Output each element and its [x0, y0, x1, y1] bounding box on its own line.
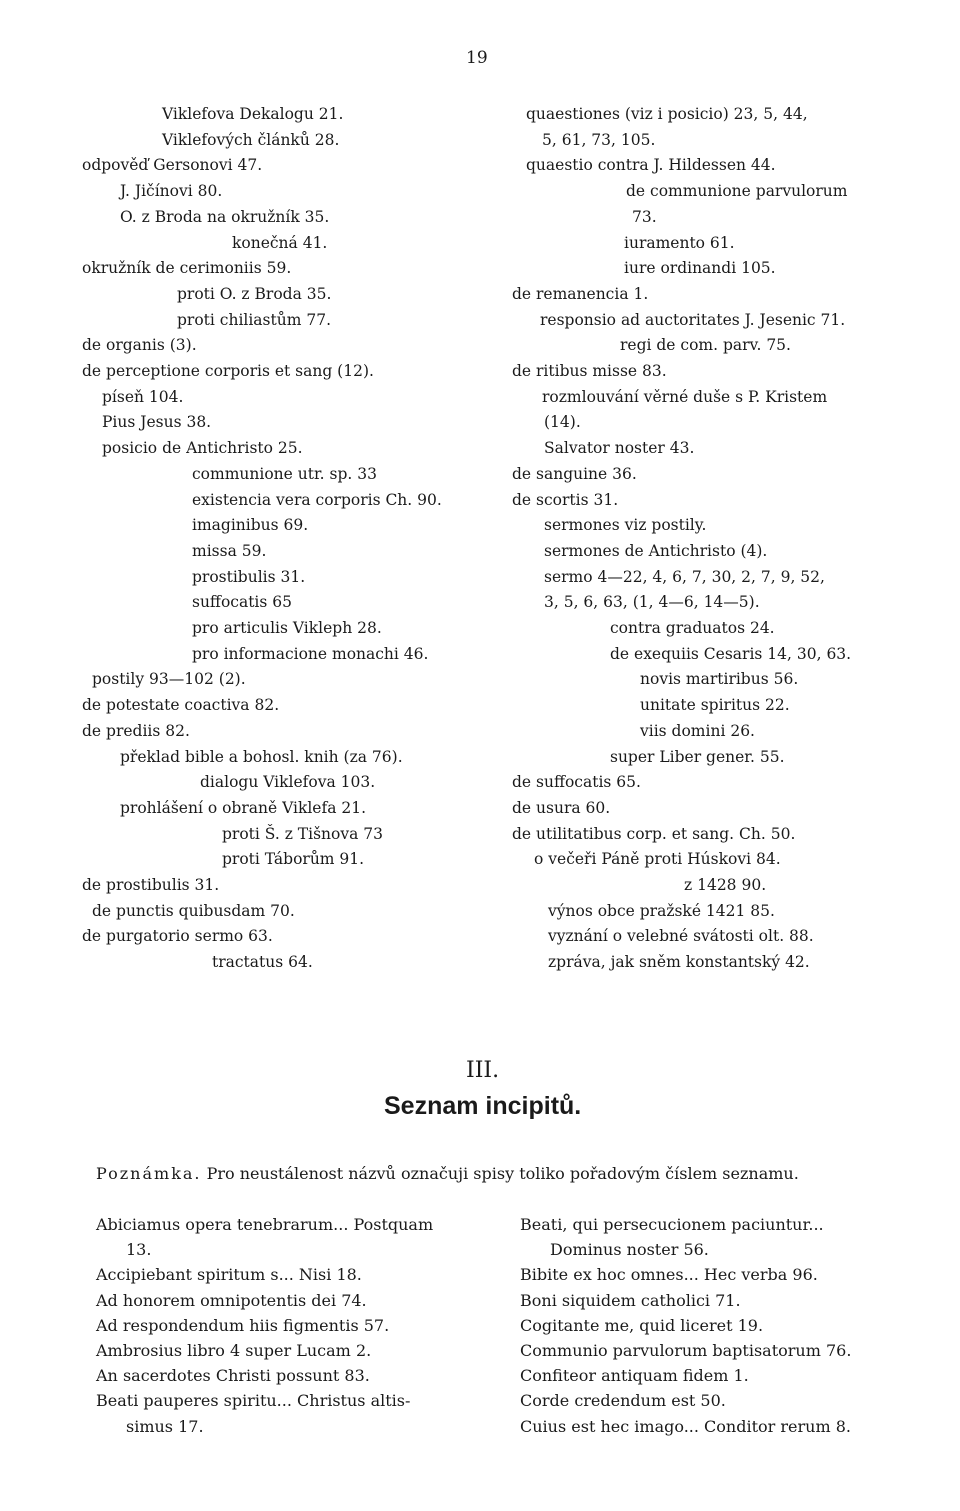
incipit-entry: Ad respondendum hiis figmentis 57.	[96, 1315, 390, 1335]
index-entry: de suffocatis 65.	[512, 773, 641, 792]
index-entry: de utilitatibus corp. et sang. Ch. 50.	[512, 824, 796, 843]
index-entry: dialogu Viklefova 103.	[200, 773, 376, 792]
index-entry: odpověď Gersonovi 47.	[82, 156, 263, 175]
incipit-entry: Bibite ex hoc omnes... Hec verba 96.	[520, 1265, 818, 1285]
index-entry: iuramento 61.	[624, 233, 735, 252]
index-entry: prostibulis 31.	[192, 567, 306, 586]
index-entry: de prostibulis 31.	[82, 876, 220, 894]
index-entry: výnos obce pražské 1421 85.	[548, 901, 775, 920]
incipit-entry: Cogitante me, quid liceret 19.	[520, 1315, 764, 1335]
incipit-entry: Cuius est hec imago... Conditor rerum 8.	[520, 1416, 851, 1436]
index-entry: rozmlouvání věrné duše s P. Kristem	[542, 387, 828, 406]
incipit-entry: Ad honorem omnipotentis dei 74.	[96, 1290, 367, 1310]
section-number: III.	[466, 1058, 500, 1083]
index-entry: suffocatis 65	[192, 593, 292, 612]
index-entry: de remanencia 1.	[512, 284, 649, 303]
index-entry: de sanguine 36.	[512, 464, 637, 483]
index-entry: novis martiribus 56.	[640, 670, 799, 689]
index-entry: vyznání o velebné svátosti olt. 88.	[548, 927, 814, 946]
index-entry: tractatus 64.	[212, 953, 313, 972]
index-entry: imaginibus 69.	[192, 516, 309, 535]
index-entry: proti chiliastům 77.	[177, 310, 331, 329]
index-entry: de exequiis Cesaris 14, 30, 63.	[610, 644, 852, 663]
note-text: Pro neustálenost názvů označuji spisy toliko pořadovým číslem seznamu.	[201, 1164, 799, 1183]
index-entry: J. Jičínovi 80.	[120, 182, 223, 201]
incipit-entry: Abiciamus opera tenebrarum... Postquam	[96, 1215, 434, 1234]
index-entry: pro articulis Vikleph 28.	[192, 619, 382, 637]
incipit-entry: Dominus noster 56.	[550, 1240, 709, 1260]
index-entry: super Liber gener. 55.	[610, 747, 785, 766]
index-entry: sermo 4—22, 4, 6, 7, 30, 2, 7, 9, 52,	[544, 567, 825, 586]
index-entry: sermones viz postily.	[544, 516, 707, 535]
index-entry: viis domini 26.	[640, 721, 755, 740]
index-entry: de punctis quibusdam 70.	[92, 901, 295, 920]
incipit-entry: An sacerdotes Christi possunt 83.	[96, 1366, 370, 1386]
index-entry: de communione parvulorum	[626, 182, 848, 201]
incipit-entry: Beati pauperes spiritu... Christus altis-	[96, 1391, 411, 1411]
index-entry: postily 93—102 (2).	[92, 670, 246, 689]
index-entry: quaestio contra J. Hildessen 44.	[526, 156, 776, 175]
index-entry: de scortis 31.	[512, 490, 619, 509]
index-entry: iure ordinandi 105.	[624, 259, 776, 278]
index-entry: 5, 61, 73, 105.	[542, 130, 656, 149]
index-entry: communione utr. sp. 33	[192, 464, 377, 483]
index-entry: de potestate coactiva 82.	[82, 696, 280, 715]
section-title: Seznam incipitů.	[384, 1092, 582, 1120]
incipit-entry: Ambrosius libro 4 super Lucam 2.	[96, 1341, 372, 1360]
index-entry: 3, 5, 6, 63, (1, 4—6, 14—5).	[544, 593, 760, 612]
page-number: 19	[466, 48, 488, 68]
index-entry: konečná 41.	[232, 233, 328, 252]
index-entry: zpráva, jak sněm konstantský 42.	[548, 953, 810, 972]
incipit-entry: Confiteor antiquam fidem 1.	[520, 1366, 749, 1386]
index-entry: 73.	[632, 207, 657, 226]
index-entry: pro informacione monachi 46.	[192, 644, 429, 663]
index-entry: existencia vera corporis Ch. 90.	[192, 490, 442, 509]
index-entry: missa 59.	[192, 541, 267, 560]
index-entry: de ritibus misse 83.	[512, 362, 667, 380]
index-entry: regi de com. parv. 75.	[620, 336, 791, 355]
index-entry: Pius Jesus 38.	[102, 413, 212, 432]
index-entry: o večeři Páně proti Húskovi 84.	[534, 850, 781, 869]
index-entry: Viklefových článků 28.	[162, 130, 340, 149]
index-entry: proti O. z Broda 35.	[177, 284, 332, 303]
incipit-entry: simus 17.	[126, 1416, 204, 1436]
index-entry: proti Š. z Tišnova 73	[222, 824, 384, 843]
index-entry: sermones de Antichristo (4).	[544, 541, 768, 560]
index-entry: unitate spiritus 22.	[640, 696, 790, 715]
index-entry: píseň 104.	[102, 387, 184, 406]
index-entry: posicio de Antichristo 25.	[102, 439, 303, 458]
incipit-entry: Corde credendum est 50.	[520, 1391, 726, 1411]
incipit-entry: Beati, qui persecucionem paciuntur...	[520, 1215, 824, 1234]
index-entry: O. z Broda na okružník 35.	[120, 207, 330, 226]
index-entry: de usura 60.	[512, 798, 611, 817]
index-entry: Viklefova Dekalogu 21.	[162, 105, 344, 123]
incipit-entry: Communio parvulorum baptisatorum 76.	[520, 1341, 852, 1360]
index-entry: okružník de cerimoniis 59.	[82, 259, 292, 278]
incipit-entry: 13.	[126, 1240, 152, 1260]
index-entry: de purgatorio sermo 63.	[82, 927, 273, 946]
index-entry: prohlášení o obraně Viklefa 21.	[120, 798, 367, 817]
index-entry: Salvator noster 43.	[544, 439, 695, 458]
index-entry: de prediis 82.	[82, 721, 190, 740]
index-entry: de organis (3).	[82, 336, 197, 355]
index-entry: překlad bible a bohosl. knih (za 76).	[120, 747, 403, 766]
index-entry: quaestiones (viz i posicio) 23, 5, 44,	[526, 105, 808, 123]
index-entry: proti Táborům 91.	[222, 850, 365, 869]
index-entry: de perceptione corporis et sang (12).	[82, 362, 374, 380]
index-entry: contra graduatos 24.	[610, 619, 775, 637]
index-entry: responsio ad auctoritates J. Jesenic 71.	[540, 310, 846, 329]
incipit-entry: Boni siquidem catholici 71.	[520, 1290, 741, 1310]
index-entry: z 1428 90.	[684, 876, 767, 894]
note-paragraph	[96, 1162, 906, 1186]
incipit-entry: Accipiebant spiritum s... Nisi 18.	[96, 1265, 362, 1285]
note-label: Poznámka.	[96, 1164, 202, 1183]
index-entry: (14).	[544, 413, 581, 432]
